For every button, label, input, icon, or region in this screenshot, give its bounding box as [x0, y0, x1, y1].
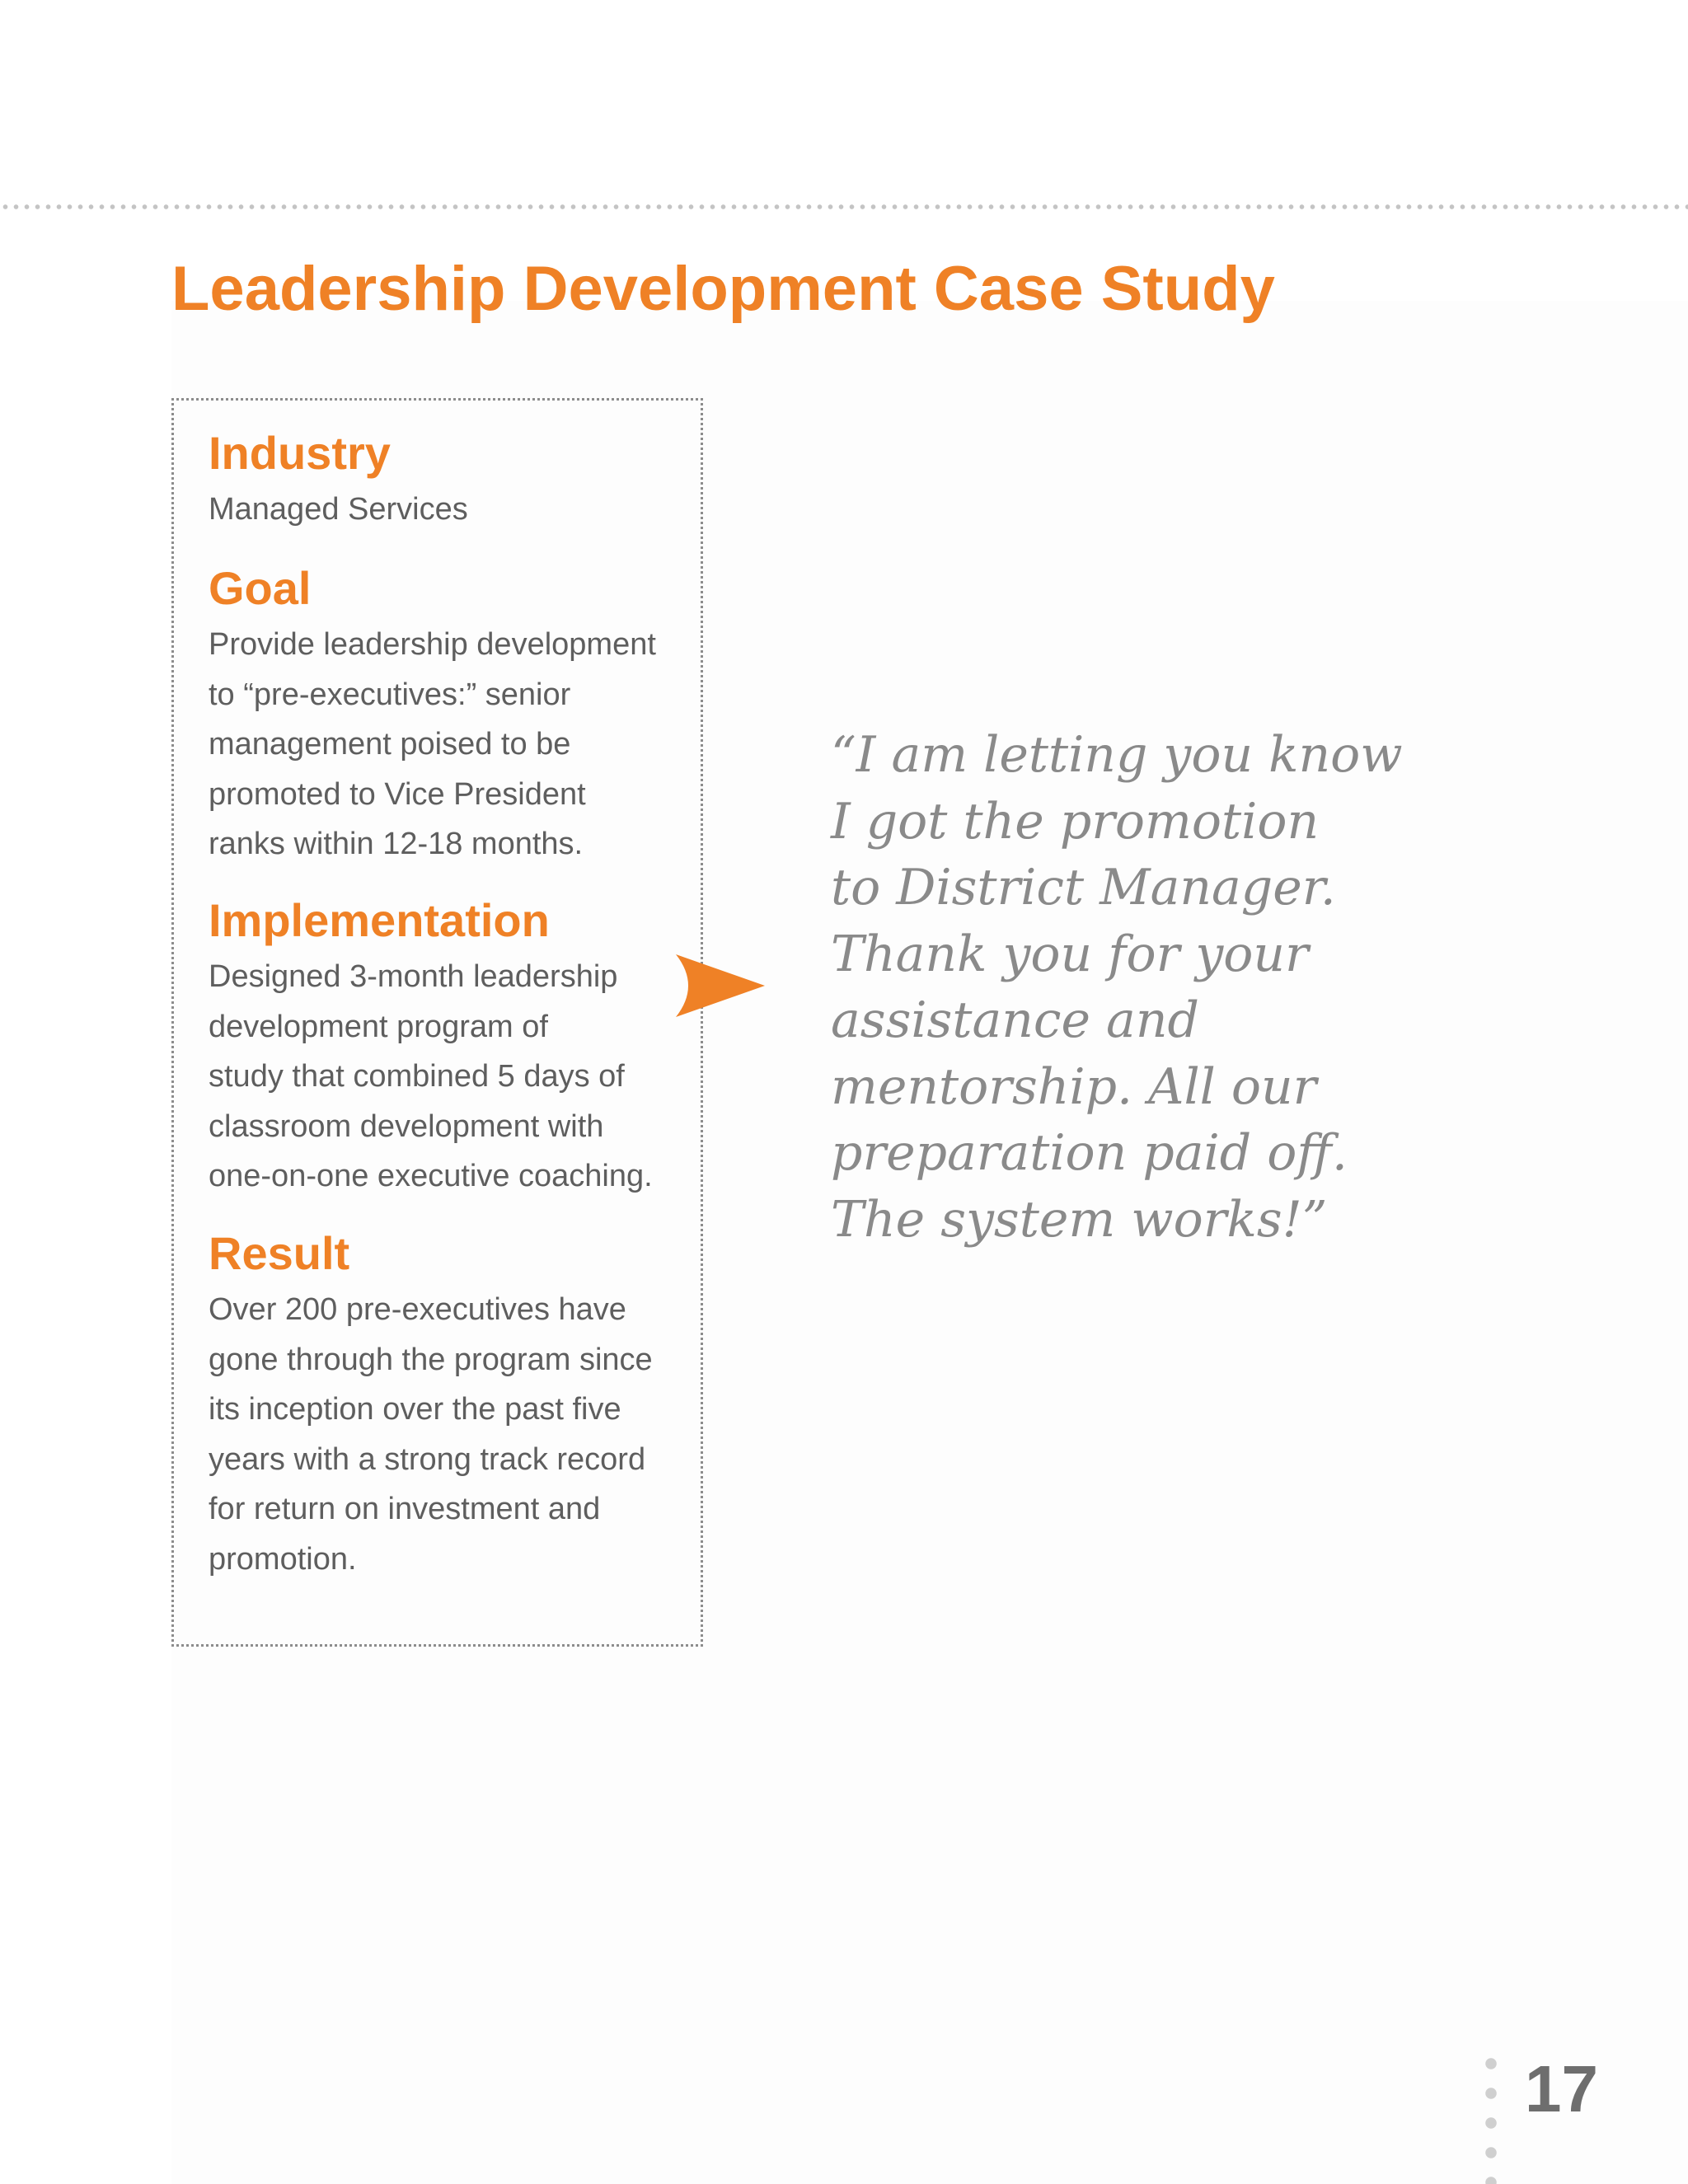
page-title: Leadership Development Case Study [171, 254, 1275, 324]
goal-section [209, 562, 699, 869]
page-number-dots [1485, 2049, 1497, 2184]
implementation-section [209, 894, 699, 1202]
case-study-box [171, 398, 703, 1647]
page-number: 17 [1525, 2052, 1598, 2125]
arrow-right-icon [676, 953, 767, 1019]
result-section [209, 1227, 699, 1584]
testimonial-quote: “I am letting you know I got the promotion to District Manager. Thank you for your assistance and mentorship. All our preparation paid off. The system works!” [831, 726, 1403, 1249]
dotted-divider [0, 204, 1688, 209]
result-text: Over 200 pre-executives have gone through the program since its inception over the past five years with a strong track record for return on investment and promotion. [209, 1292, 653, 1577]
industry-text: Managed Services [209, 492, 468, 527]
industry-heading: Industry [209, 427, 391, 479]
implementation-heading: Implementation [209, 894, 550, 946]
implementation-text: Designed 3-month leadership development program of study that combined 5 days of classroom development with one-on-one executive coaching. [209, 959, 653, 1193]
goal-heading: Goal [209, 562, 312, 614]
goal-text: Provide leadership development to “pre-executives:” senior management poised to be promoted to Vice President ranks within 12-18 months. [209, 627, 656, 861]
result-heading: Result [209, 1227, 350, 1279]
industry-section [209, 427, 699, 535]
